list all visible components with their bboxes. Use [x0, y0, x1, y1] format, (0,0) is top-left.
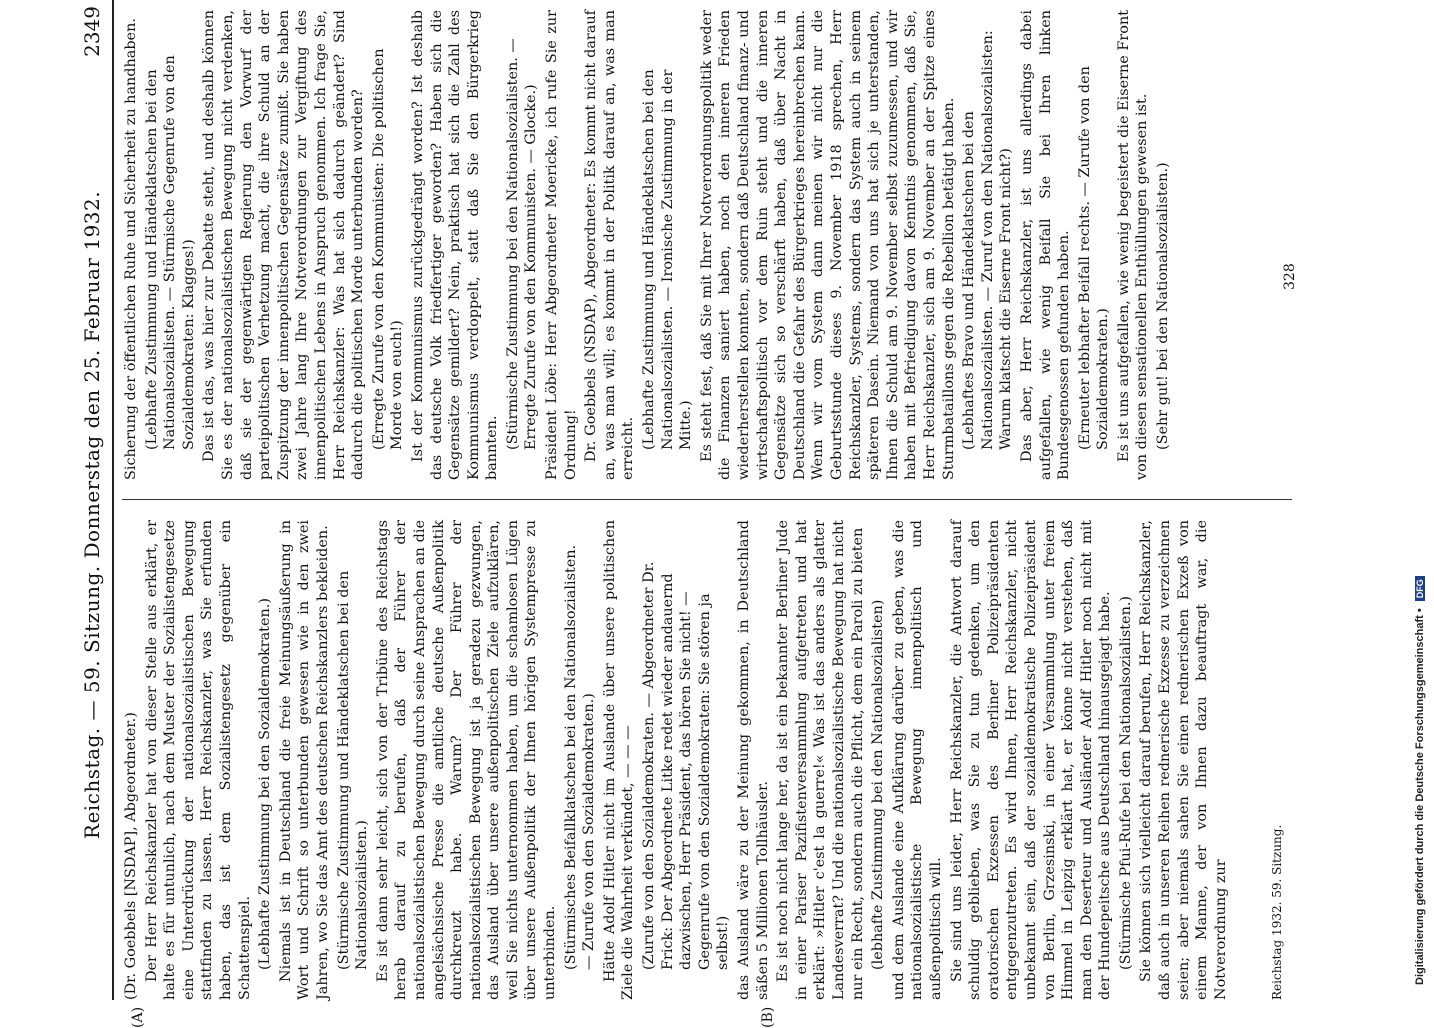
- interjection: (Sehr gut! bei den Nationalsozialisten.): [1155, 162, 1172, 450]
- paragraph: Es ist noch nicht lange her, da ist ein bekannter Berliner Jude in einer Pariser Pazifistenversammlung aufgetreten und hat erklärt: »Hitler c'est la guerre!« Was ist das anders als glatter Landesverrat? Und die nationalsozialistische Bewegung hat nicht nur ein Recht, sondern auch die Pflicht, dem ein Paroli zu bieten: [775, 520, 866, 1000]
- paragraph: Präsident Löbe: Herr Abgeordneter Moericke, ich rufe Sie zur Ordnung!: [544, 10, 579, 480]
- digitization-note: [1414, 5, 1430, 985]
- digitization-text: Digitalisierung gefördert durch die Deutsche Forschungsgemeinschaft •: [1414, 608, 1426, 985]
- paragraph: (Dr. Goebbels [NSDAP], Abgeordneter.): [123, 712, 139, 1000]
- paragraph: Sie sind uns leider, Herr Reichskanzler, die Antwort darauf schuldig geblieben, was Sie zu tun gedenken, um den oratorischen Exzessen des Berliner Polizeipräsidenten entgegenzutreten. Es wird Ihnen, Herr Reichskanzler, nicht unbekannt sein, daß der sozialdemokratische Polizeipräsident von Berlin, Grzesinski, in einer Versammlung unter freiem Himmel in Leipzig erklärt hat, er könne nicht verstehen, daß man den Deserteur und Ausländer Adolf Hitler noch nicht mit der Hundepeitsche aus Deutschland hinausgejagt habe.: [948, 520, 1114, 1000]
- interjection: (Lebhafte Zustimmung und Händeklatschen bei den Nationalsozialisten. — Stürmische Gegenrufe von den Sozialdemokraten: Klagges!): [143, 55, 197, 450]
- paragraph: Dr. Goebbels (NSDAP), Abgeordneter: Es kommt nicht darauf an, was man will; es kommt in der Politik darauf an, was man erreicht.: [583, 10, 637, 480]
- signature-mark: 328: [1282, 263, 1298, 290]
- paragraph: das Ausland wäre zu der Meinung gekommen, in Deutschland säßen 5 Millionen Tollhäusler.: [736, 520, 771, 1000]
- right-column: [122, 10, 1175, 480]
- paragraph: Sicherung der öffentlichen Ruhe und Sicherheit zu handhaben.: [123, 18, 139, 480]
- column-divider: [122, 499, 1292, 500]
- left-column: [122, 520, 1232, 1000]
- header-rule: [112, 0, 114, 1000]
- dfg-logo: DFG: [1415, 576, 1425, 601]
- paragraph: Das aber, Herr Reichskanzler, ist uns allerdings dabei aufgefallen, wie wenig Beifall Sie bei Ihren linken Bundesgenossen gefunden haben.: [1018, 10, 1073, 480]
- margin-marker-a: (A): [130, 1006, 146, 1028]
- interjection: (Stürmische Pfui-Rufe bei den Nationalsozialisten.): [1117, 595, 1134, 970]
- page-header: [80, 0, 110, 1000]
- page-number: 2349: [80, 6, 104, 57]
- paragraph: Niemals ist in Deutschland die freie Meinungsäußerung in Wort und Schrift so unterbunden gewesen wie in den zwei Jahren, wo Sie das Amt des deutschen Reichskanzlers bekleiden.: [277, 520, 331, 1000]
- page-title: Reichstag. — 59. Sitzung. Donnerstag den 25. Februar 1932.: [80, 190, 104, 840]
- interjection: (Erregte Zurufe von den Kommunisten: Die politischen Morde von euch!): [370, 48, 406, 450]
- interjection: (Lebhafte Zustimmung und Händeklatschen bei den Nationalsozialisten. — Ironische Zustimmung in der Mitte.): [641, 69, 695, 450]
- paragraph: Sie können sich vielleicht darauf berufen, Herr Reichskanzler, daß auch in unseren Reihen rednerische Exzesse zu verzeichnen seien; aber niemals sahen Sie einen rednerischen Exzeß von einem Manne, der von Ihnen dazu beauftragt war, die Notverordnung zur: [1138, 520, 1229, 1000]
- page-footer: Reichstag 1932. 59. Sitzung.: [1270, 824, 1284, 1000]
- interjection: (Zurufe von den Sozialdemokraten. — Abgeordneter Dr. Frick: Der Abgeordnete Litke redet wieder andauernd dazwischen, Herr Präsident, das hören Sie nicht! — Gegenrufe von den Sozialdemokraten: Sie stören ja selbst!): [641, 561, 732, 970]
- interjection: (Lebhaftes Bravo und Händeklatschen bei den Nationalsozialisten. — Zuruf von den Nationalsozialisten: Warum klatscht die Eiserne Front nicht?): [961, 30, 1015, 450]
- paragraph: Das ist das, was hier zur Debatte steht, und deshalb können Sie es der nationalsozialistischen Bewegung nicht verdenken, daß sie der gegenwärtigen Regierung den Vorwurf der parteipolitischen Verhetzung macht, die ihre Schuld an der Zuspitzung der innenpolitischen Gegensätze zumißt. Sie haben zwei Jahre lang Ihre Notverordnungen zur Vergiftung des innenpolitischen Lebens in Anspruch genommen. Ich frage Sie, Herr Reichskanzler: Was hat sich dadurch geändert? Sind dadurch die politischen Morde unterbunden worden?: [201, 10, 367, 480]
- paragraph: Ist der Kommunismus zurückgedrängt worden? Ist deshalb das deutsche Volk friedfertiger geworden? Haben sich die Gegensätze gemildert? Nein, praktisch hat sich die Zahl des Kommunismus verdoppelt, statt daß Sie den Bürgerkrieg bannten.: [409, 10, 501, 480]
- paragraph: Hätte Adolf Hitler nicht im Auslande über unsere politischen Ziele die Wahrheit verkündet, — — —: [601, 520, 637, 1000]
- interjection: (Stürmisches Beifallklatschen bei den Nationalsozialisten. — Zurufe von den Sozialdemokraten.): [562, 544, 598, 970]
- interjection: (Erneuter lebhafter Beifall rechts. — Zurufe von den Sozialdemokraten.): [1076, 66, 1112, 450]
- interjection: (lebhafte Zustimmung bei den Nationalsozialisten): [870, 599, 887, 970]
- paragraph: Es ist uns aufgefallen, wie wenig begeistert die Eiserne Front von diesen sensationellen Enthüllungen gewesen ist.: [1115, 10, 1151, 480]
- paragraph: und dem Auslande eine Aufklärung darüber zu geben, was die nationalsozialistische Bewegung innenpolitisch und außenpolitisch will.: [890, 520, 944, 1000]
- interjection: (Stürmische Zustimmung bei den Nationalsozialisten. — Erregte Zurufe von den Kommunisten. — Glocke.): [504, 38, 540, 450]
- paragraph: Es ist dann sehr leicht, sich von der Tribüne des Reichstags herab darauf zu berufen, daß der Führer der nationalsozialistischen Bewegung durch seine Ansprachen an die angelsächsische Presse die amtliche deutsche Außenpolitik durchkreuzt habe. Warum? Der Führer der nationalsozialistischen Bewegung ist ja geradezu gezwungen, das Ausland über unsere außenpolitischen Ziele aufzuklären, weil Sie nichts unternommen haben, um die schamlosen Lügen über unsere Außenpolitik der Ihnen hörigen Systempresse zu unterbinden.: [374, 520, 559, 1000]
- paragraph: Es steht fest, daß Sie mit Ihrer Notverordnungspolitik weder die Finanzen saniert haben, noch den inneren Frieden wiederherstellen konnten, sondern daß Deutschland finanz- und wirtschaftspolitisch vor dem Ruin steht und die inneren Gegensätze sich so verschärft haben, daß über Nacht in Deutschland die Gefahr des Bürgerkrieges hereinbrechen kann. Wenn wir vom System dann meinen wir nicht nur die Geburtsstunde dieses 9. November 1918 sprechen, Herr Reichskanzler, Systems, sondern das System auch in seinem späteren Dasein. Niemand von uns hat sich je unterstanden, Ihnen die Schuld am 9. November selbst zuzumessen, und wir haben mit Befriedigung davon Kenntnis genommen, daß Sie, Herr Reichskanzler, sich am 9. November an der Spitze eines Sturmbataillons gegen die Rebellion betätigt haben.: [698, 10, 957, 480]
- margin-marker-b: (B): [760, 1006, 776, 1028]
- interjection: (Stürmische Zustimmung und Händeklatschen bei den Nationalsozialisten.): [335, 570, 371, 970]
- paragraph: Der Herr Reichskanzler hat von dieser Stelle aus erklärt, er halte es für untunlich, nach dem Muster der Sozialistengesetze eine Unterdrückung der nationalsozialistischen Bewegung stattfinden zu lassen. Herr Reichskanzler, was Sie erfunden haben, das ist dem Sozialistengesetz gegenüber ein Schattenspiel.: [143, 520, 253, 1000]
- interjection: (Lebhafte Zustimmung bei den Sozialdemokraten.): [257, 598, 274, 970]
